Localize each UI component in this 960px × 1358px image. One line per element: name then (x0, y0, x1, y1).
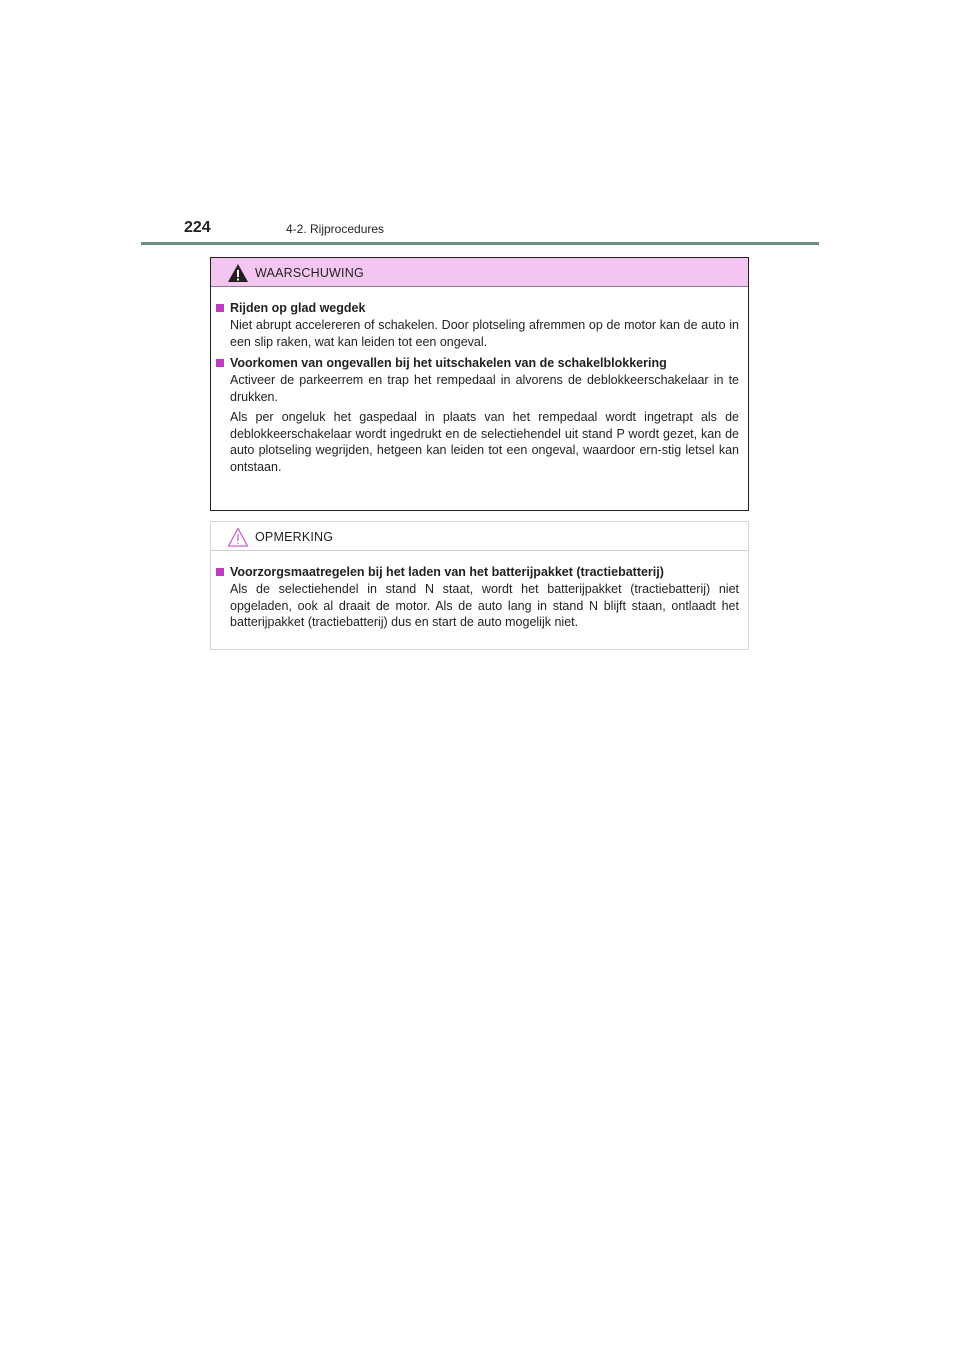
header-divider (141, 242, 819, 245)
note-title: OPMERKING (255, 530, 334, 544)
item-heading: Voorkomen van ongevallen bij het uitschakelen van de schakelblokkering (230, 356, 667, 370)
warning-title: WAARSCHUWING (255, 266, 364, 280)
warning-triangle-icon (227, 263, 249, 283)
item-heading: Voorzorgsmaatregelen bij het laden van het batterijpakket (tractiebatterij) (230, 565, 664, 579)
warning-box (210, 257, 749, 511)
item-paragraph: Als per ongeluk het gaspedaal in plaats van het rempedaal wordt ingetrapt als de deblokkeerschakelaar wordt ingedrukt en de selectiehendel uit stand P wordt gezet, kan de auto plotseling wegrijden, hetgeen kan leiden tot een ongeval, waardoor ern-stig letsel kan ontstaan. (230, 410, 739, 474)
square-bullet-icon (216, 304, 224, 312)
warning-header (211, 258, 748, 287)
page-number: 224 (184, 219, 211, 236)
item-paragraph: Als de selectiehendel in stand N staat, wordt het batterijpakket (tractiebatterij) niet opgeladen, ook al draait de motor. Als de auto lang in stand N blijft staan, ontlaadt het batterijpakket (tractiebatterij) dus en start de auto mogelijk niet. (230, 582, 739, 629)
warning-item-shift-lock (216, 355, 739, 475)
note-body (211, 551, 748, 631)
item-heading: Rijden op glad wegdek (230, 301, 366, 315)
square-bullet-icon (216, 568, 224, 576)
warning-item-slippery-road (216, 300, 739, 350)
square-bullet-icon (216, 359, 224, 367)
item-paragraph: Niet abrupt accelereren of schakelen. Door plotseling afremmen op de motor kan de auto in een slip raken, wat kan leiden tot een ongeval. (230, 318, 739, 349)
caution-triangle-outline-icon (227, 527, 249, 547)
note-item-battery-charging (216, 564, 739, 631)
item-paragraph: Activeer de parkeerrem en trap het rempedaal in alvorens de deblokkeerschakelaar in te drukken. (230, 373, 739, 404)
warning-body (211, 287, 748, 475)
note-header (211, 522, 748, 551)
section-title: 4-2. Rijprocedures (286, 222, 385, 236)
note-box (210, 521, 749, 650)
